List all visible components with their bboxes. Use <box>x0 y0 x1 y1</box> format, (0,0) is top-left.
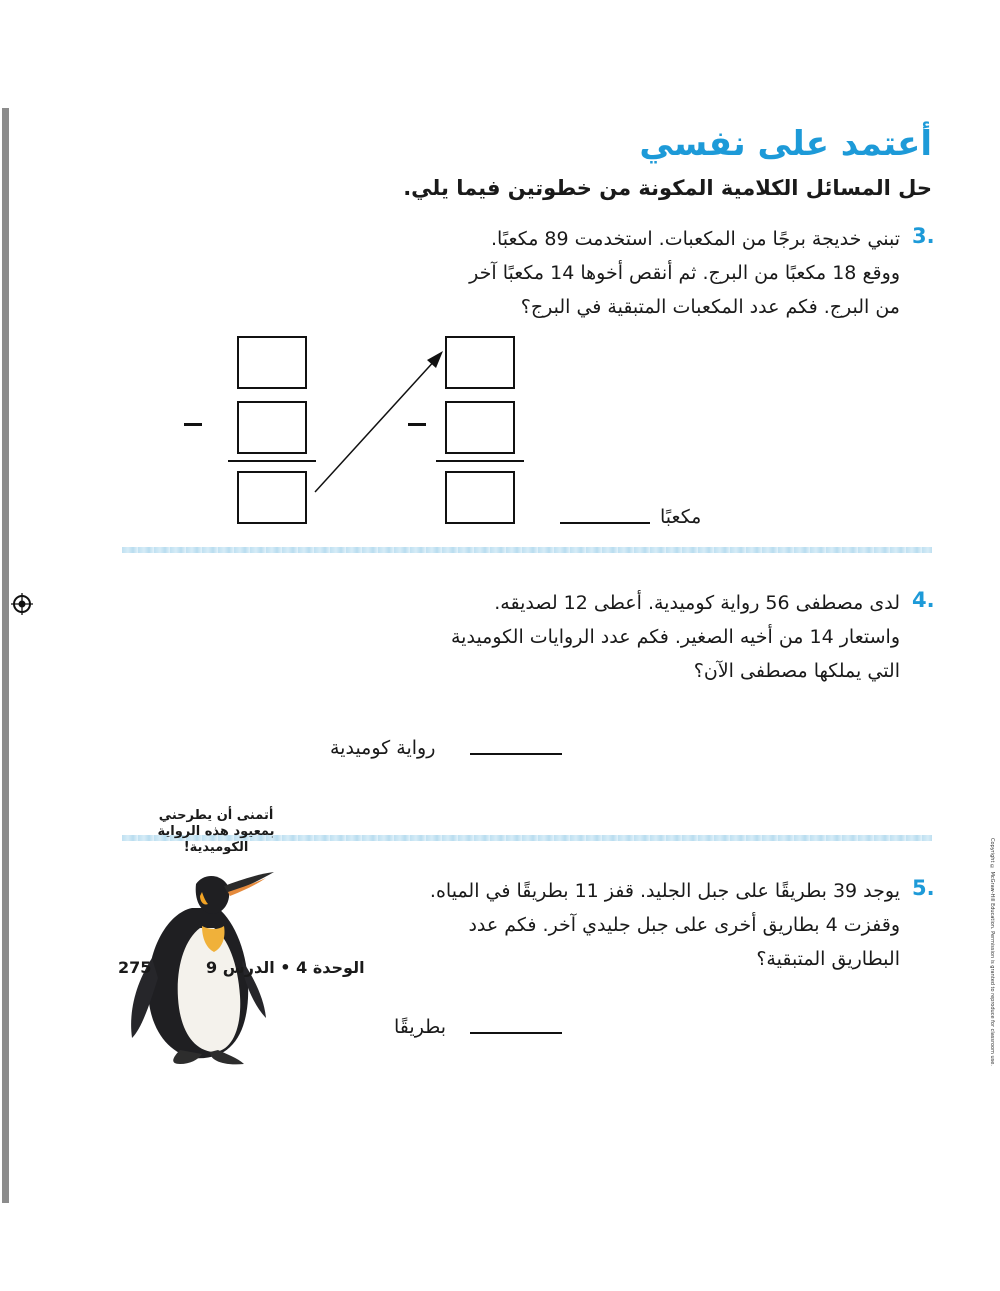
speech-line: بمعيود هذه الرواية <box>157 824 275 839</box>
answer-box[interactable] <box>445 336 515 389</box>
page-margin-bar <box>2 108 9 1203</box>
minus-sign <box>184 423 202 426</box>
problem-5-line: البطاريق المتبقية؟ <box>756 948 900 970</box>
answer-box[interactable] <box>445 401 515 454</box>
answer-blank[interactable] <box>470 1032 562 1034</box>
speech-line: أتمنى أن يطرحني <box>158 808 274 823</box>
answer-unit: رواية كوميدية <box>330 737 436 759</box>
lesson-label: الوحدة 4 • الدرس 9 <box>206 958 365 977</box>
problem-4-line: لدى مصطفى 56 رواية كوميدية. أعطى 12 لصديقه. <box>494 592 900 614</box>
problem-5-number: 5. <box>912 876 935 900</box>
answer-box[interactable] <box>237 336 307 389</box>
problem-4-number: 4. <box>912 588 935 612</box>
answer-blank[interactable] <box>560 522 650 524</box>
subtraction-rule <box>436 460 524 462</box>
problem-5-line: يوجد 39 بطريقًا على جبل الجليد. قفز 11 بطريقًا في المياه. <box>429 880 900 902</box>
problem-5-text <box>300 874 900 976</box>
answer-box[interactable] <box>237 401 307 454</box>
page-number: 275 <box>118 958 152 977</box>
registration-mark-icon <box>10 592 34 616</box>
answer-blank[interactable] <box>470 753 562 755</box>
problem-4-text <box>330 586 900 688</box>
speech-line: الكوميدية! <box>183 840 249 855</box>
answer-box[interactable] <box>237 471 307 524</box>
arrow-icon <box>305 340 455 500</box>
instructions: حل المسائل الكلامية المكونة من خطوتين فيما يلي. <box>403 176 932 200</box>
penguin-speech-text <box>150 808 282 856</box>
problem-4-line: التي يملكها مصطفى الآن؟ <box>693 660 900 682</box>
page-title: أعتمد على نفسي <box>639 124 932 164</box>
problem-3-number: 3. <box>912 224 935 248</box>
problem-3-line: من البرج. فكم عدد المكعبات المتبقية في البرج؟ <box>520 296 900 318</box>
answer-unit: مكعبًا <box>660 506 702 528</box>
problem-3-text <box>355 222 900 324</box>
problem-3-line: تبني خديجة برجًا من المكعبات. استخدمت 89 مكعبًا. <box>490 228 900 250</box>
subtraction-rule <box>228 460 316 462</box>
answer-box[interactable] <box>445 471 515 524</box>
problem-4-line: واستعار 14 من أخيه الصغير. فكم عدد الروايات الكوميدية <box>451 626 900 648</box>
section-separator <box>122 547 932 553</box>
problem-3-line: ووقع 18 مكعبًا من البرج. ثم أنقص أخوها 14 مكعبًا آخر <box>469 262 900 284</box>
answer-unit: بطريقًا <box>394 1016 447 1038</box>
copyright-notice: Copyright © McGraw-Hill Education. Permission is granted to reproduce for classroom use. <box>989 838 995 1066</box>
minus-sign <box>408 423 426 426</box>
problem-5-line: وقفزت 4 بطاريق أخرى على جبل جليدي آخر. فكم عدد <box>468 914 900 936</box>
